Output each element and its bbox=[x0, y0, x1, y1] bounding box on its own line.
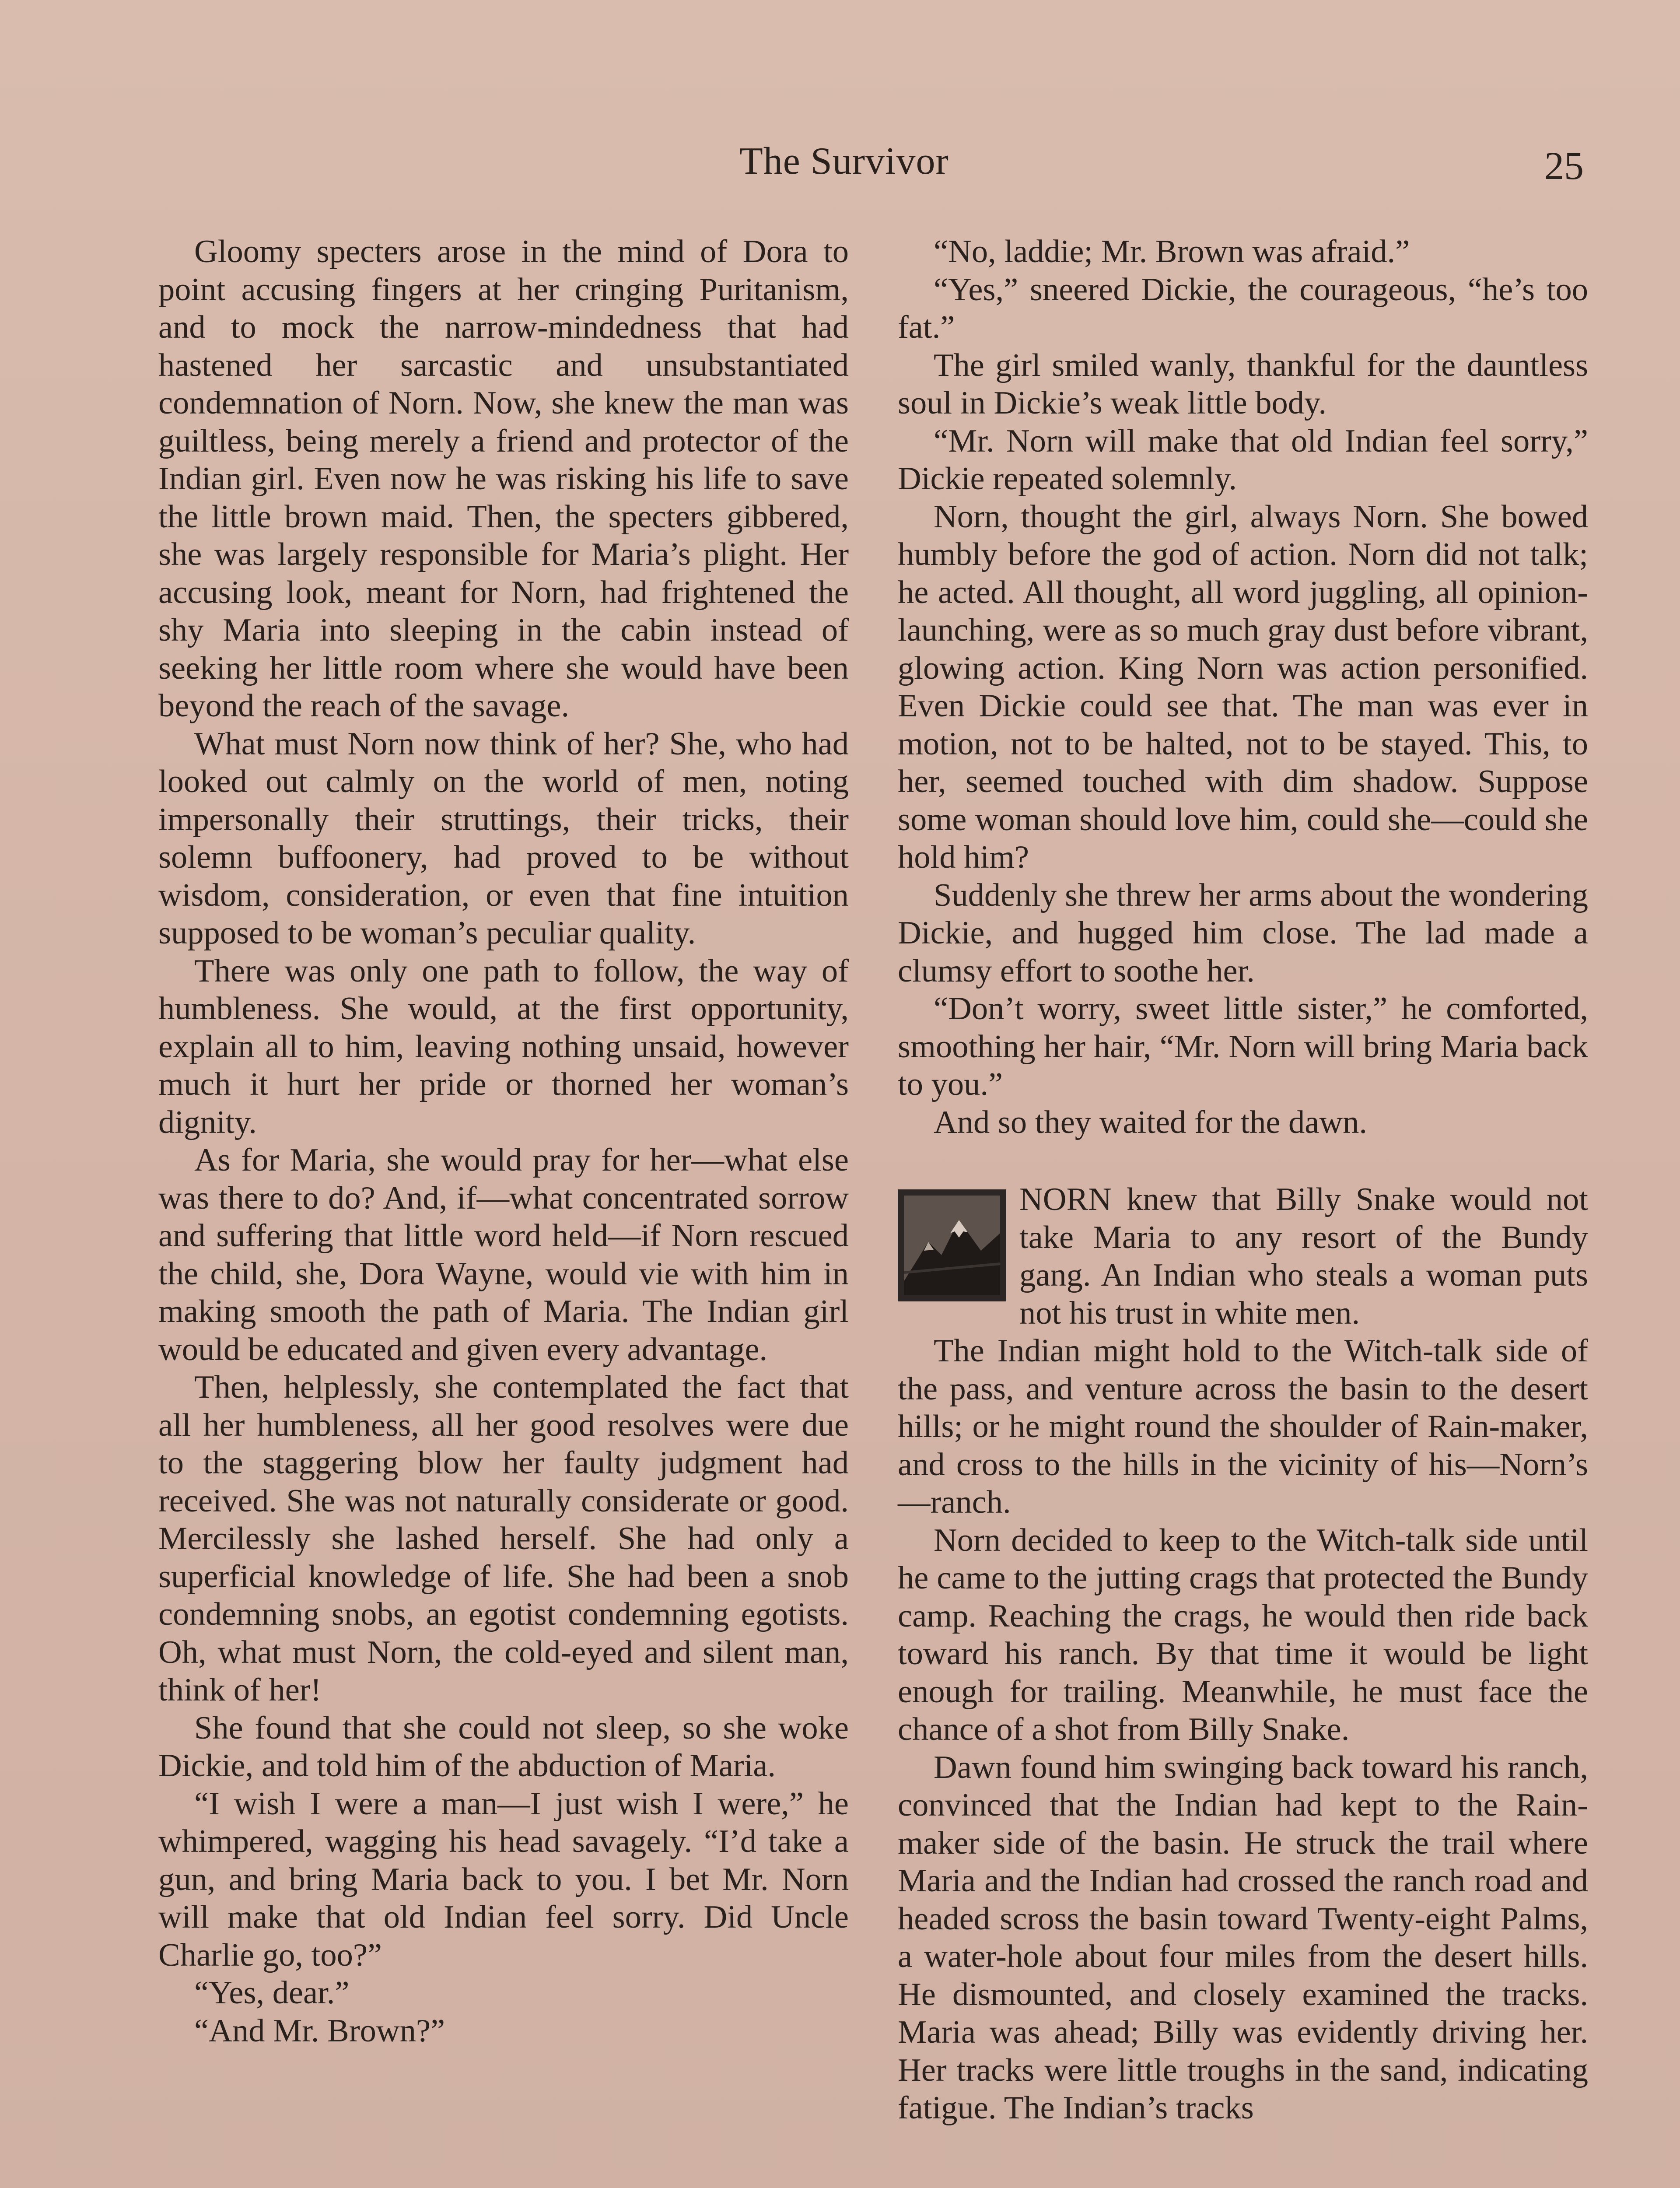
right-column bbox=[898, 233, 1588, 2127]
paragraph: And so they waited for the dawn. bbox=[934, 1104, 1368, 1140]
paragraph: The girl smiled wanly, thankful for the dauntless soul in Dickie’s weak little body. bbox=[898, 347, 1588, 421]
paragraph: “No, laddie; Mr. Brown was afraid.” bbox=[934, 234, 1410, 270]
paragraph: As for Maria, she would pray for her—what else was there to do? And, if—what concentrated sorrow and suffering that little word held—if Norn rescued the child, she, Dora Wayne, would vie with him in making smooth the path of Maria. The Indian girl would be educated and given every advantage. bbox=[158, 1142, 849, 1368]
paragraph: “And Mr. Brown?” bbox=[194, 2013, 445, 2049]
running-head: The Survivor bbox=[739, 140, 949, 182]
page-number: 25 bbox=[1544, 144, 1584, 188]
paragraph: What must Norn now think of her? She, who had looked out calmly on the world of men, noting impersonally their struttings, their tricks, their solemn buffoonery, had proved to be without wisdom, consideration, or even that fine intuition supposed to be woman’s peculiar quality. bbox=[158, 726, 849, 951]
page-header bbox=[0, 139, 1680, 192]
section-break bbox=[898, 1141, 1588, 1181]
dropcap-paragraph bbox=[898, 1181, 1588, 1332]
paragraph: Gloomy specters arose in the mind of Dora to point accusing fingers at her cringing Puritanism, and to mock the narrow-mindedness that had hastened her sarcastic and unsubstantiated condemnation of Norn. Now, she knew the man was guiltless, being merely a friend and protector of the Indian girl. Even now he was risking his life to save the little brown maid. Then, the specters gibbered, she was largely responsible for Maria’s plight. Her accusing look, meant for Norn, had frightened the shy Maria into sleeping in the cabin instead of seeking her little room where she would have been beyond the reach of the savage. bbox=[158, 234, 849, 724]
paragraph: There was only one path to follow, the way of humbleness. She would, at the first opportunity, explain all to him, leaving nothing unsaid, however much it hurt her pride or thorned her woman’s dignity. bbox=[158, 953, 849, 1140]
paragraph: The Indian might hold to the Witch-talk side of the pass, and venture across the basin to the desert hills; or he might round the shoulder of Rain-maker, and cross to the hills in the vicinity of his—Norn’s—ranch. bbox=[898, 1333, 1588, 1520]
paragraph: “Yes, dear.” bbox=[194, 1975, 350, 2011]
paragraph: Norn decided to keep to the Witch-talk side until he came to the jutting crags that protected the Bundy camp. Reaching the crags, he would then ride back toward his ranch. By that time it would be light enough for trailing. Meanwhile, he must face the chance of a shot from Billy Snake. bbox=[898, 1522, 1588, 1747]
paragraph: “Mr. Norn will make that old Indian feel sorry,” Dickie repeated solemnly. bbox=[898, 423, 1588, 497]
mountain-illustration-icon bbox=[898, 1189, 1006, 1301]
paragraph: Norn, thought the girl, always Norn. She bowed humbly before the god of action. Norn did not talk; he acted. All thought, all word juggling, all opinion-launching, were as so much gray dust before vibrant, glowing action. King Norn was action personified. Even Dickie could see that. The man was ever in motion, not to be halted, not to be stayed. This, to her, seemed touched with dim shadow. Suppose some woman should love him, could she—could she hold him? bbox=[898, 498, 1588, 875]
left-column bbox=[158, 233, 849, 2050]
paragraph: “Don’t worry, sweet little sister,” he comforted, smoothing her hair, “Mr. Norn will bring Maria back to you.” bbox=[898, 991, 1588, 1102]
paragraph: She found that she could not sleep, so she woke Dickie, and told him of the abduction of Maria. bbox=[158, 1710, 849, 1784]
paragraph: Then, helplessly, she contemplated the fact that all her humbleness, all her good resolves were due to the staggering blow her faulty judgment had received. She was not naturally considerate or good. Mercilessly she lashed herself. She had only a superficial knowledge of life. She had been a snob condemning snobs, an egotist condemning egotists. Oh, what must Norn, the cold-eyed and silent man, think of her! bbox=[158, 1369, 849, 1708]
paragraph: “I wish I were a man—I just wish I were,” he whimpered, wagging his head savagely. “I’d take a gun, and bring Maria back to you. I bet Mr. Norn will make that old Indian feel sorry. Did Uncle Charlie go, too?” bbox=[158, 1785, 849, 1973]
dropcap-paragraph-text: NORN knew that Billy Snake would not take Maria to any resort of the Bundy gang. An Indian who steals a woman puts not his trust in white men. bbox=[1019, 1182, 1588, 1331]
paragraph: Suddenly she threw her arms about the wondering Dickie, and hugged him close. The lad made a clumsy effort to soothe her. bbox=[898, 877, 1588, 989]
paragraph: Dawn found him swinging back toward his ranch, convinced that the Indian had kept to the Rain-maker side of the basin. He struck the trail where Maria and the Indian had crossed the ranch road and headed scross the basin toward Twenty-eight Palms, a water-hole about four miles from the desert hills. He dismounted, and closely examined the tracks. Maria was ahead; Billy was evidently driving her. Her tracks were little troughs in the sand, indicating fatigue. The Indian’s tracks bbox=[898, 1749, 1588, 2126]
paragraph: “Yes,” sneered Dickie, the courageous, “he’s too fat.” bbox=[898, 271, 1588, 345]
